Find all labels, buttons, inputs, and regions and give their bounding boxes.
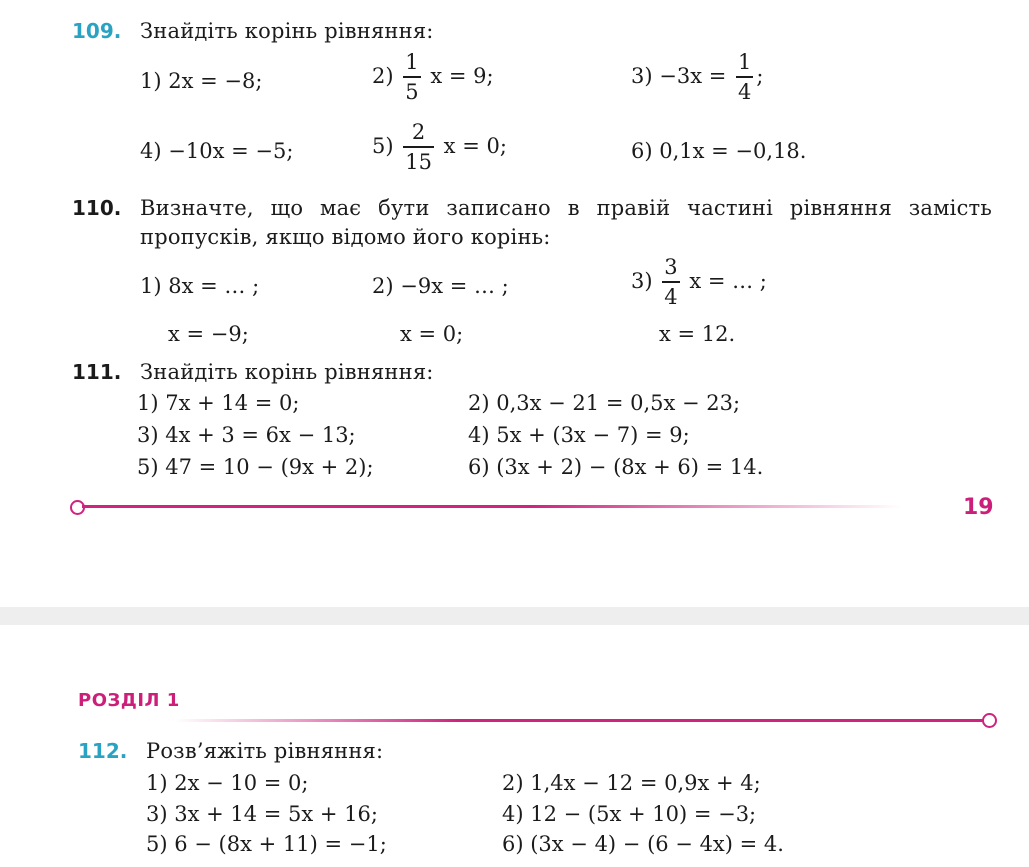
problem-110-number: 110. (72, 196, 122, 220)
problem-111-item-1: 1) 7x + 14 = 0; (137, 391, 300, 415)
problem-109-item-1: 1) 2x = −8; (140, 69, 263, 93)
problem-112-item-3: 3) 3x + 14 = 5x + 16; (146, 802, 378, 826)
section-label: РОЗДІЛ 1 (78, 690, 180, 711)
problem-109-item-5: 5) $\frac{2}{15}$ x = 0; (372, 120, 507, 174)
problem-110-root-3: x = 12. (659, 322, 736, 346)
problem-110-title-line-1: Визначте, що має бути записано в правій частині рівняння замість (140, 196, 992, 220)
problem-110-item-2: 2) −9x = … ; (372, 274, 509, 298)
problem-111-number: 111. (72, 360, 122, 384)
problem-109-title: Знайдіть корінь рівняння: (140, 19, 434, 43)
problem-111-item-2: 2) 0,3x − 21 = 0,5x − 23; (468, 391, 741, 415)
header-rule (175, 719, 983, 722)
problem-112-title: Розв’яжіть рівняння: (146, 739, 384, 763)
problem-109-item-3: 3) −3x = $\frac{1}{4}$ ; (631, 50, 764, 104)
page-number: 19 (963, 495, 994, 520)
problem-112-item-2: 2) 1,4x − 12 = 0,9x + 4; (502, 771, 761, 795)
problem-111-item-4: 4) 5x + (3x − 7) = 9; (468, 423, 690, 447)
problem-109-item-6: 6) 0,1x = −0,18. (631, 139, 807, 163)
problem-110-title-line-2: пропусків, якщо відомо його корінь: (140, 225, 551, 249)
problem-112-item-5: 5) 6 − (8x + 11) = −1; (146, 832, 387, 856)
problem-112-item-6: 6) (3x − 4) − (6 − 4x) = 4. (502, 832, 784, 856)
problem-110-root-1: x = −9; (168, 322, 249, 346)
problem-109-number: 109. (72, 19, 122, 43)
problem-111-item-5: 5) 47 = 10 − (9x + 2); (137, 455, 374, 479)
problem-110-item-1: 1) 8x = … ; (140, 274, 260, 298)
problem-110-root-2: x = 0; (400, 322, 464, 346)
page-break (0, 607, 1029, 625)
problem-111-title: Знайдіть корінь рівняння: (140, 360, 434, 384)
problem-109-item-2: 2) $\frac{1}{5}$ x = 9; (372, 50, 494, 104)
problem-112-number: 112. (78, 739, 128, 763)
problem-111-item-6: 6) (3x + 2) − (8x + 6) = 14. (468, 455, 764, 479)
footer-rule (82, 505, 902, 508)
problem-112-item-4: 4) 12 − (5x + 10) = −3; (502, 802, 757, 826)
header-rule-circle-icon (982, 713, 997, 728)
problem-110-item-3: 3) $\frac{3}{4}$ x = … ; (631, 255, 767, 309)
problem-111-item-3: 3) 4x + 3 = 6x − 13; (137, 423, 356, 447)
problem-112-item-1: 1) 2x − 10 = 0; (146, 771, 309, 795)
problem-109-item-4: 4) −10x = −5; (140, 139, 294, 163)
